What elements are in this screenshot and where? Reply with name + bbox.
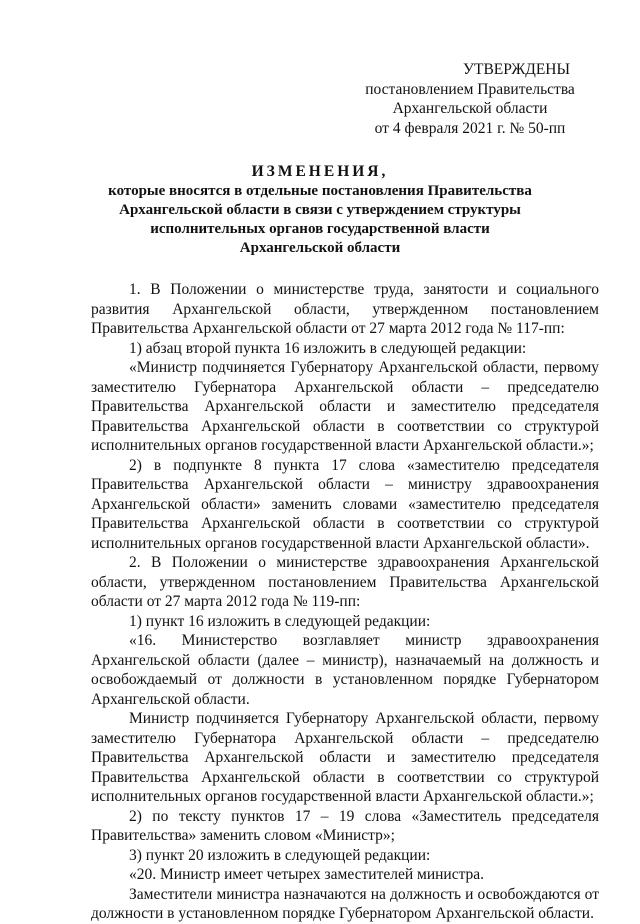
paragraph: Министр подчиняется Губернатору Архангельской области, первому заместителю Губернатора Архангельской области – председателю Правительства Архангельской области и заместителю председателя Правительства Архангельской области в соответствии со структурой исполнительных органов государственной власти Архангельской области.»;	[91, 710, 599, 805]
paragraph: Заместители министра назначаются на должность и освобождаются от должности в установленном порядке Губернатором Архангельской области.	[91, 885, 599, 922]
heading-title: ИЗМЕНЕНИЯ,	[251, 163, 389, 180]
paragraph: «16. Министерство возглавляет министр здравоохранения Архангельской области (далее – министр), назначаемый на должность и освобождаемый от должности в установленном порядке Губернатором Архангельской области.	[91, 632, 599, 708]
heading-line: Архангельской области	[239, 240, 401, 256]
approval-stamp	[340, 60, 600, 138]
paragraph: 1. В Положении о министерстве труда, занятости и социального развития Архангельской области, утвержденном постановлением Правительства Архангельской области от 27 марта 2012 года № 117-пп:	[91, 281, 599, 337]
heading-line: исполнительных органов государственной власти	[150, 221, 490, 237]
heading-line: Архангельской области в связи с утверждением структуры	[119, 202, 521, 218]
approval-line-3: от 4 февраля 2021 г. № 50-пп	[374, 119, 566, 137]
document-heading	[90, 162, 550, 258]
paragraph: 2. В Положении о министерстве здравоохранения Архангельской области, утвержденном постановлением Правительства Архангельской области от 27 марта 2012 года № 119-пп:	[91, 554, 599, 610]
approval-line-2: Архангельской области	[392, 100, 548, 117]
document-body	[91, 280, 599, 924]
paragraph: 2) в подпункте 8 пункта 17 слова «заместителю председателя Правительства Архангельской области – министру здравоохранения Архангельской области» заменить словами «заместителю председателя Правительства Архангельской области в соответствии со структурой исполнительных органов государственной власти Архангельской области».	[91, 456, 599, 552]
paragraph: «Министр подчиняется Губернатору Архангельской области, первому заместителю Губернатора Архангельской области – председателю Правительства Архангельской области и заместителю председателя Правительства Архангельской области в соответствии со структурой исполнительных органов государственной власти Архангельской области.»;	[91, 359, 599, 454]
paragraph: 1) пункт 16 изложить в следующей редакции:	[129, 612, 431, 630]
paragraph: 2) по тексту пунктов 17 – 19 слова «Заместитель председателя Правительства» заменить словом «Министр»;	[91, 807, 599, 844]
approval-title: УТВЕРЖДЕНЫ	[463, 61, 570, 78]
paragraph: «20. Министр имеет четырех заместителей министра.	[129, 866, 485, 883]
approval-line-1: постановлением Правительства	[365, 80, 575, 98]
heading-line: которые вносятся в отдельные постановления Правительства	[108, 183, 532, 199]
paragraph: 3) пункт 20 изложить в следующей редакции:	[129, 846, 431, 864]
paragraph: 1) абзац второй пункта 16 изложить в следующей редакции:	[129, 339, 527, 357]
